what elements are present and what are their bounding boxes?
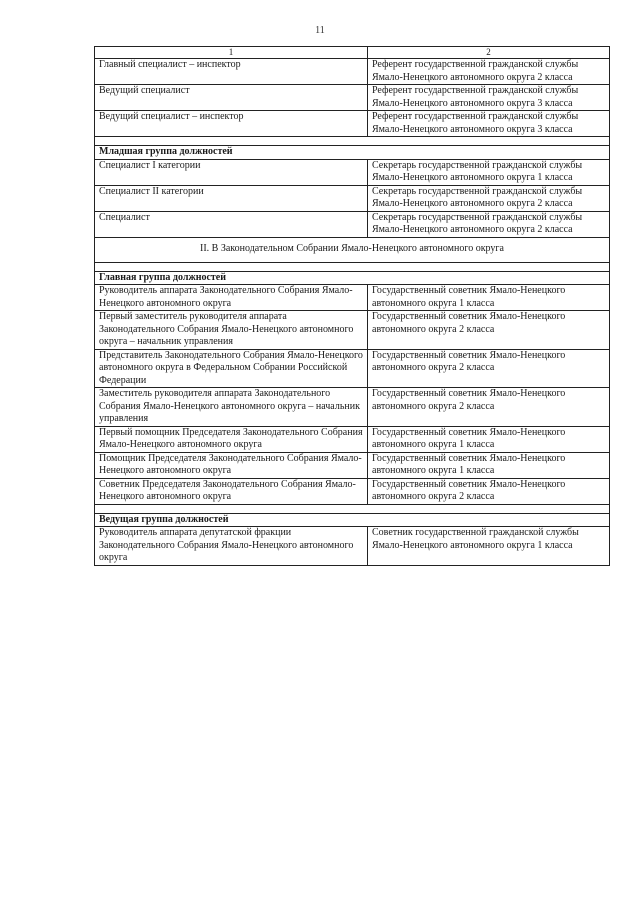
position-cell: Руководитель аппарата депутатской фракции Законодательного Собрания Ямало-Ненецкого автономного округа xyxy=(95,527,368,566)
column-number-row xyxy=(95,47,610,59)
class-rank-cell: Секретарь государственной гражданской службы Ямало-Ненецкого автономного округа 2 класса xyxy=(368,185,610,211)
position-cell: Представитель Законодательного Собрания Ямало-Ненецкого автономного округа в Федеральном Собрании Российской Федерации xyxy=(95,349,368,388)
spacer-row xyxy=(95,262,610,271)
position-cell: Специалист II категории xyxy=(95,185,368,211)
spacer-row xyxy=(95,137,610,146)
column-header: 2 xyxy=(368,47,610,59)
section-title: II. В Законодательном Собрании Ямало-Ненецкого автономного округа xyxy=(95,237,610,262)
class-rank-cell: Государственный советник Ямало-Ненецкого автономного округа 2 класса xyxy=(368,311,610,350)
group-heading: Младшая группа должностей xyxy=(95,146,610,160)
spacer-row xyxy=(95,504,610,513)
class-rank-cell: Государственный советник Ямало-Ненецкого автономного округа 1 класса xyxy=(368,285,610,311)
table-row xyxy=(95,159,610,185)
position-cell: Руководитель аппарата Законодательного Собрания Ямало-Ненецкого автономного округа xyxy=(95,285,368,311)
section-title-row xyxy=(95,237,610,262)
position-cell: Заместитель руководителя аппарата Законодательного Собрания Ямало-Ненецкого автономного округа – начальник управления xyxy=(95,388,368,427)
table-row xyxy=(95,388,610,427)
position-cell: Ведущий специалист xyxy=(95,85,368,111)
table-row xyxy=(95,85,610,111)
class-rank-cell: Государственный советник Ямало-Ненецкого автономного округа 2 класса xyxy=(368,478,610,504)
class-rank-cell: Советник государственной гражданской службы Ямало-Ненецкого автономного округа 1 класса xyxy=(368,527,610,566)
table-row xyxy=(95,478,610,504)
class-rank-cell: Референт государственной гражданской службы Ямало-Ненецкого автономного округа 2 класса xyxy=(368,59,610,85)
group-heading: Главная группа должностей xyxy=(95,271,610,285)
page-number: 11 xyxy=(315,25,325,36)
table-row xyxy=(95,349,610,388)
class-rank-cell: Государственный советник Ямало-Ненецкого автономного округа 2 класса xyxy=(368,388,610,427)
class-rank-cell: Референт государственной гражданской службы Ямало-Ненецкого автономного округа 3 класса xyxy=(368,111,610,137)
table-row xyxy=(95,311,610,350)
class-rank-cell: Государственный советник Ямало-Ненецкого автономного округа 1 класса xyxy=(368,426,610,452)
position-cell: Специалист xyxy=(95,211,368,237)
class-rank-cell: Референт государственной гражданской службы Ямало-Ненецкого автономного округа 3 класса xyxy=(368,85,610,111)
position-cell: Главный специалист – инспектор xyxy=(95,59,368,85)
class-rank-cell: Государственный советник Ямало-Ненецкого автономного округа 1 класса xyxy=(368,452,610,478)
table-row xyxy=(95,285,610,311)
position-cell: Ведущий специалист – инспектор xyxy=(95,111,368,137)
class-rank-cell: Государственный советник Ямало-Ненецкого автономного округа 2 класса xyxy=(368,349,610,388)
position-cell: Советник Председателя Законодательного Собрания Ямало-Ненецкого автономного округа xyxy=(95,478,368,504)
table-row xyxy=(95,211,610,237)
class-rank-cell: Секретарь государственной гражданской службы Ямало-Ненецкого автономного округа 1 класса xyxy=(368,159,610,185)
group-heading-row xyxy=(95,513,610,527)
class-rank-cell: Секретарь государственной гражданской службы Ямало-Ненецкого автономного округа 2 класса xyxy=(368,211,610,237)
group-heading-row xyxy=(95,146,610,160)
group-heading: Ведущая группа должностей xyxy=(95,513,610,527)
table-row xyxy=(95,527,610,566)
table-row xyxy=(95,452,610,478)
position-cell: Первый помощник Председателя Законодательного Собрания Ямало-Ненецкого автономного округа xyxy=(95,426,368,452)
column-header: 1 xyxy=(95,47,368,59)
group-heading-row xyxy=(95,271,610,285)
table-row xyxy=(95,59,610,85)
positions-table xyxy=(94,46,610,566)
position-cell: Первый заместитель руководителя аппарата Законодательного Собрания Ямало-Ненецкого автономного округа – начальник управления xyxy=(95,311,368,350)
position-cell: Помощник Председателя Законодательного Собрания Ямало-Ненецкого автономного округа xyxy=(95,452,368,478)
table-row xyxy=(95,426,610,452)
table-row xyxy=(95,185,610,211)
position-cell: Специалист I категории xyxy=(95,159,368,185)
table-row xyxy=(95,111,610,137)
